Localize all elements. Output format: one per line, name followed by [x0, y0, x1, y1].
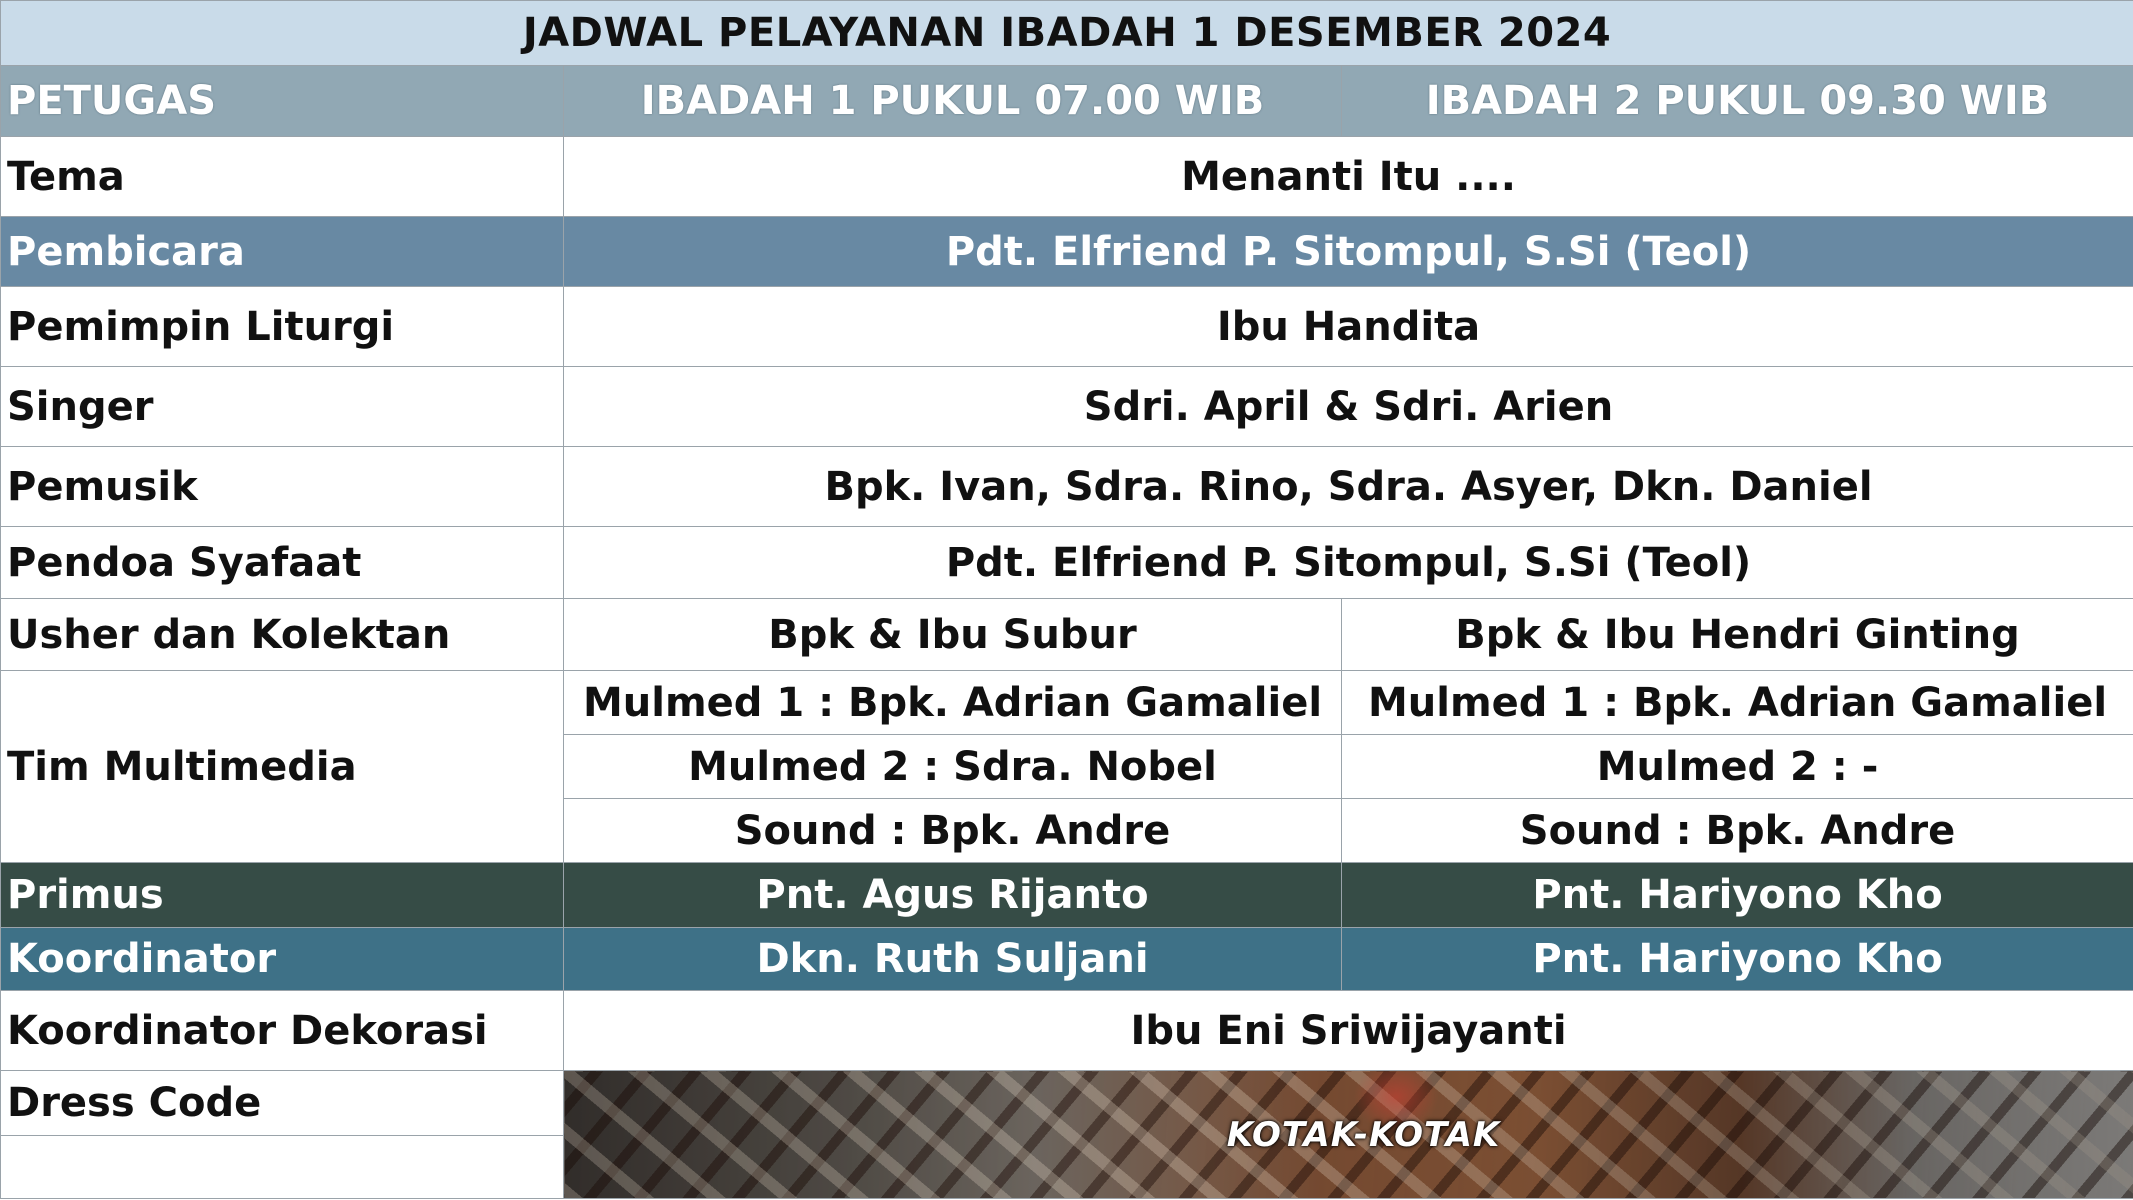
- value-pendoa-syafaat: Pdt. Elfriend P. Sitompul, S.Si (Teol): [564, 527, 2133, 599]
- label-pendoa-syafaat: Pendoa Syafaat: [1, 527, 564, 599]
- multimedia-ibadah-2-mulmed-2: Mulmed 2 : -: [1342, 735, 2133, 799]
- dress-code-image: [564, 1071, 2133, 1199]
- header-ibadah-1: IBADAH 1 PUKUL 07.00 WIB: [564, 66, 1342, 137]
- header-ibadah-2: IBADAH 2 PUKUL 09.30 WIB: [1342, 66, 2133, 137]
- header-row: [1, 66, 2133, 137]
- label-koordinator: Koordinator: [1, 928, 564, 991]
- row-pemusik: [1, 447, 2133, 527]
- primus-ibadah-2: Pnt. Hariyono Kho: [1342, 863, 2133, 928]
- label-koordinator-dekorasi: Koordinator Dekorasi: [1, 991, 564, 1071]
- label-pembicara: Pembicara: [1, 217, 564, 287]
- usher-ibadah-1: Bpk & Ibu Subur: [564, 599, 1342, 671]
- value-tema: Menanti Itu ....: [564, 137, 2133, 217]
- value-pemimpin-liturgi: Ibu Handita: [564, 287, 2133, 367]
- row-koordinator-dekorasi: [1, 991, 2133, 1071]
- value-dress-code: KOTAK-KOTAK: [1226, 1114, 1501, 1155]
- multimedia-ibadah-1-mulmed-1: Mulmed 1 : Bpk. Adrian Gamaliel: [564, 671, 1342, 735]
- label-usher: Usher dan Kolektan: [1, 599, 564, 671]
- schedule-title: JADWAL PELAYANAN IBADAH 1 DESEMBER 2024: [1, 1, 2133, 66]
- label-pemimpin-liturgi: Pemimpin Liturgi: [1, 287, 564, 367]
- row-primus: [1, 863, 2133, 928]
- label-pemusik: Pemusik: [1, 447, 564, 527]
- row-pemimpin-liturgi: [1, 287, 2133, 367]
- label-multimedia: Tim Multimedia: [1, 671, 564, 863]
- row-multimedia-1: [1, 671, 2133, 735]
- usher-ibadah-2: Bpk & Ibu Hendri Ginting: [1342, 599, 2133, 671]
- header-petugas: PETUGAS: [1, 66, 564, 137]
- multimedia-ibadah-1-mulmed-2: Mulmed 2 : Sdra. Nobel: [564, 735, 1342, 799]
- row-tema: [1, 137, 2133, 217]
- label-singer: Singer: [1, 367, 564, 447]
- koordinator-ibadah-1: Dkn. Ruth Suljani: [564, 928, 1342, 991]
- empty-cell: [1, 1136, 564, 1199]
- multimedia-ibadah-1-sound: Sound : Bpk. Andre: [564, 799, 1342, 863]
- title-row: [1, 1, 2133, 66]
- row-dress-code: [1, 1071, 2133, 1136]
- row-pembicara: [1, 217, 2133, 287]
- label-tema: Tema: [1, 137, 564, 217]
- row-usher: [1, 599, 2133, 671]
- label-primus: Primus: [1, 863, 564, 928]
- koordinator-ibadah-2: Pnt. Hariyono Kho: [1342, 928, 2133, 991]
- value-koordinator-dekorasi: Ibu Eni Sriwijayanti: [564, 991, 2133, 1071]
- value-singer: Sdri. April & Sdri. Arien: [564, 367, 2133, 447]
- row-singer: [1, 367, 2133, 447]
- value-pembicara: Pdt. Elfriend P. Sitompul, S.Si (Teol): [564, 217, 2133, 287]
- primus-ibadah-1: Pnt. Agus Rijanto: [564, 863, 1342, 928]
- value-pemusik: Bpk. Ivan, Sdra. Rino, Sdra. Asyer, Dkn. Daniel: [564, 447, 2133, 527]
- multimedia-ibadah-2-mulmed-1: Mulmed 1 : Bpk. Adrian Gamaliel: [1342, 671, 2133, 735]
- multimedia-ibadah-2-sound: Sound : Bpk. Andre: [1342, 799, 2133, 863]
- label-dress-code: Dress Code: [1, 1071, 564, 1136]
- row-pendoa-syafaat: [1, 527, 2133, 599]
- row-koordinator: [1, 928, 2133, 991]
